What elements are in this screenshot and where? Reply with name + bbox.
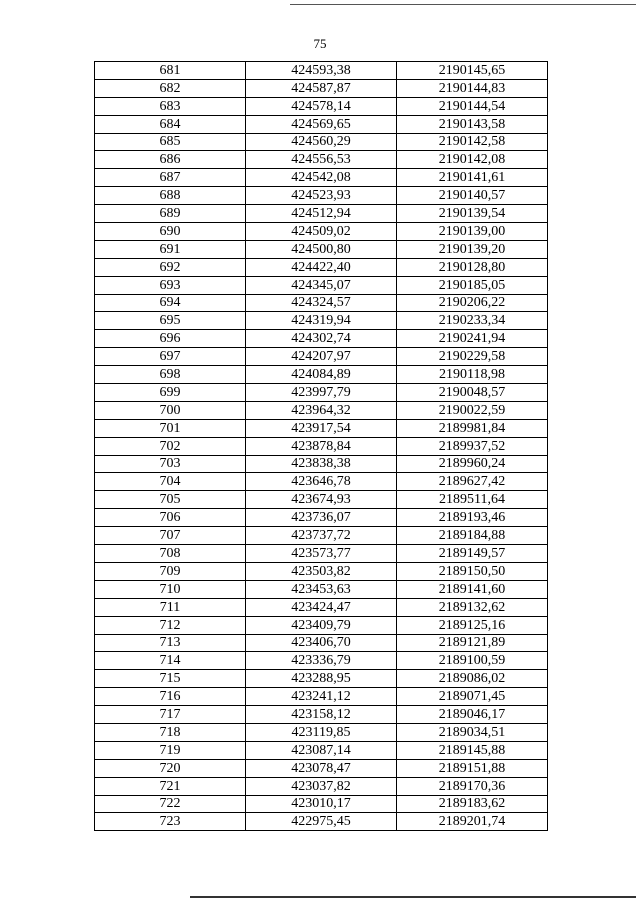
table-row [95, 384, 548, 402]
table-row [95, 759, 548, 777]
x-coordinate-cell: 423037,82 [246, 777, 397, 795]
coordinates-table [94, 61, 548, 831]
x-coordinate-cell: 423336,79 [246, 652, 397, 670]
table-row [95, 169, 548, 187]
x-coordinate-cell: 423736,07 [246, 509, 397, 527]
point-number-cell: 700 [95, 401, 246, 419]
y-coordinate-cell: 2189170,36 [397, 777, 548, 795]
point-number-cell: 684 [95, 115, 246, 133]
x-coordinate-cell: 424422,40 [246, 258, 397, 276]
point-number-cell: 717 [95, 706, 246, 724]
y-coordinate-cell: 2189183,62 [397, 795, 548, 813]
point-number-cell: 690 [95, 223, 246, 241]
point-number-cell: 683 [95, 97, 246, 115]
y-coordinate-cell: 2190142,58 [397, 133, 548, 151]
table-row [95, 348, 548, 366]
table-row [95, 777, 548, 795]
x-coordinate-cell: 423424,47 [246, 598, 397, 616]
table-row [95, 312, 548, 330]
y-coordinate-cell: 2190141,61 [397, 169, 548, 187]
table-row [95, 62, 548, 80]
y-coordinate-cell: 2189201,74 [397, 813, 548, 831]
y-coordinate-cell: 2189132,62 [397, 598, 548, 616]
y-coordinate-cell: 2189125,16 [397, 616, 548, 634]
y-coordinate-cell: 2189937,52 [397, 437, 548, 455]
y-coordinate-cell: 2190139,20 [397, 240, 548, 258]
table-row [95, 437, 548, 455]
x-coordinate-cell: 423078,47 [246, 759, 397, 777]
x-coordinate-cell: 424556,53 [246, 151, 397, 169]
point-number-cell: 719 [95, 741, 246, 759]
x-coordinate-cell: 423087,14 [246, 741, 397, 759]
x-coordinate-cell: 423010,17 [246, 795, 397, 813]
x-coordinate-cell: 423119,85 [246, 723, 397, 741]
table-row [95, 491, 548, 509]
point-number-cell: 708 [95, 545, 246, 563]
x-coordinate-cell: 424500,80 [246, 240, 397, 258]
scan-edge-line-top [290, 4, 636, 5]
point-number-cell: 709 [95, 562, 246, 580]
point-number-cell: 703 [95, 455, 246, 473]
page-number: 75 [313, 36, 327, 51]
point-number-cell: 704 [95, 473, 246, 491]
x-coordinate-cell: 423997,79 [246, 384, 397, 402]
table-row [95, 688, 548, 706]
table-row [95, 240, 548, 258]
y-coordinate-cell: 2190144,54 [397, 97, 548, 115]
point-number-cell: 691 [95, 240, 246, 258]
y-coordinate-cell: 2189100,59 [397, 652, 548, 670]
x-coordinate-cell: 423409,79 [246, 616, 397, 634]
y-coordinate-cell: 2190118,98 [397, 366, 548, 384]
x-coordinate-cell: 423878,84 [246, 437, 397, 455]
table-row [95, 509, 548, 527]
point-number-cell: 713 [95, 634, 246, 652]
table-row [95, 133, 548, 151]
x-coordinate-cell: 424578,14 [246, 97, 397, 115]
x-coordinate-cell: 423646,78 [246, 473, 397, 491]
table-row [95, 223, 548, 241]
table-row [95, 795, 548, 813]
y-coordinate-cell: 2190241,94 [397, 330, 548, 348]
x-coordinate-cell: 423964,32 [246, 401, 397, 419]
point-number-cell: 711 [95, 598, 246, 616]
x-coordinate-cell: 422975,45 [246, 813, 397, 831]
y-coordinate-cell: 2189086,02 [397, 670, 548, 688]
x-coordinate-cell: 423674,93 [246, 491, 397, 509]
table-row [95, 616, 548, 634]
y-coordinate-cell: 2189141,60 [397, 580, 548, 598]
x-coordinate-cell: 423453,63 [246, 580, 397, 598]
y-coordinate-cell: 2189511,64 [397, 491, 548, 509]
y-coordinate-cell: 2190185,05 [397, 276, 548, 294]
table-row [95, 562, 548, 580]
table-row [95, 580, 548, 598]
x-coordinate-cell: 423573,77 [246, 545, 397, 563]
y-coordinate-cell: 2189151,88 [397, 759, 548, 777]
y-coordinate-cell: 2190022,59 [397, 401, 548, 419]
table-row [95, 598, 548, 616]
point-number-cell: 710 [95, 580, 246, 598]
point-number-cell: 716 [95, 688, 246, 706]
y-coordinate-cell: 2189150,50 [397, 562, 548, 580]
point-number-cell: 698 [95, 366, 246, 384]
point-number-cell: 705 [95, 491, 246, 509]
y-coordinate-cell: 2189071,45 [397, 688, 548, 706]
y-coordinate-cell: 2190233,34 [397, 312, 548, 330]
x-coordinate-cell: 424593,38 [246, 62, 397, 80]
point-number-cell: 682 [95, 79, 246, 97]
point-number-cell: 714 [95, 652, 246, 670]
point-number-cell: 688 [95, 187, 246, 205]
table-row [95, 652, 548, 670]
x-coordinate-cell: 424345,07 [246, 276, 397, 294]
point-number-cell: 712 [95, 616, 246, 634]
point-number-cell: 685 [95, 133, 246, 151]
point-number-cell: 681 [95, 62, 246, 80]
point-number-cell: 693 [95, 276, 246, 294]
x-coordinate-cell: 423406,70 [246, 634, 397, 652]
x-coordinate-cell: 424587,87 [246, 79, 397, 97]
x-coordinate-cell: 423288,95 [246, 670, 397, 688]
x-coordinate-cell: 423838,38 [246, 455, 397, 473]
table-row [95, 151, 548, 169]
x-coordinate-cell: 424560,29 [246, 133, 397, 151]
point-number-cell: 697 [95, 348, 246, 366]
table-row [95, 258, 548, 276]
coordinates-table-body [95, 62, 548, 831]
y-coordinate-cell: 2190048,57 [397, 384, 548, 402]
point-number-cell: 722 [95, 795, 246, 813]
point-number-cell: 689 [95, 205, 246, 223]
scan-edge-line-bottom [190, 896, 636, 898]
point-number-cell: 695 [95, 312, 246, 330]
table-row [95, 706, 548, 724]
y-coordinate-cell: 2190144,83 [397, 79, 548, 97]
table-row [95, 545, 548, 563]
point-number-cell: 699 [95, 384, 246, 402]
x-coordinate-cell: 423737,72 [246, 527, 397, 545]
x-coordinate-cell: 424207,97 [246, 348, 397, 366]
y-coordinate-cell: 2190145,65 [397, 62, 548, 80]
table-row [95, 419, 548, 437]
point-number-cell: 686 [95, 151, 246, 169]
point-number-cell: 701 [95, 419, 246, 437]
point-number-cell: 706 [95, 509, 246, 527]
y-coordinate-cell: 2189184,88 [397, 527, 548, 545]
y-coordinate-cell: 2189034,51 [397, 723, 548, 741]
table-row [95, 670, 548, 688]
point-number-cell: 692 [95, 258, 246, 276]
point-number-cell: 702 [95, 437, 246, 455]
point-number-cell: 687 [95, 169, 246, 187]
y-coordinate-cell: 2190142,08 [397, 151, 548, 169]
y-coordinate-cell: 2189046,17 [397, 706, 548, 724]
table-row [95, 187, 548, 205]
table-row [95, 473, 548, 491]
y-coordinate-cell: 2190206,22 [397, 294, 548, 312]
table-row [95, 401, 548, 419]
table-row [95, 366, 548, 384]
point-number-cell: 694 [95, 294, 246, 312]
y-coordinate-cell: 2189149,57 [397, 545, 548, 563]
y-coordinate-cell: 2190139,00 [397, 223, 548, 241]
point-number-cell: 696 [95, 330, 246, 348]
x-coordinate-cell: 424084,89 [246, 366, 397, 384]
x-coordinate-cell: 424509,02 [246, 223, 397, 241]
y-coordinate-cell: 2190139,54 [397, 205, 548, 223]
table-row [95, 276, 548, 294]
table-row [95, 79, 548, 97]
table-row [95, 813, 548, 831]
x-coordinate-cell: 424569,65 [246, 115, 397, 133]
y-coordinate-cell: 2189960,24 [397, 455, 548, 473]
x-coordinate-cell: 423917,54 [246, 419, 397, 437]
point-number-cell: 721 [95, 777, 246, 795]
x-coordinate-cell: 423158,12 [246, 706, 397, 724]
y-coordinate-cell: 2189627,42 [397, 473, 548, 491]
y-coordinate-cell: 2189145,88 [397, 741, 548, 759]
point-number-cell: 715 [95, 670, 246, 688]
x-coordinate-cell: 423503,82 [246, 562, 397, 580]
table-row [95, 455, 548, 473]
y-coordinate-cell: 2189193,46 [397, 509, 548, 527]
y-coordinate-cell: 2190143,58 [397, 115, 548, 133]
x-coordinate-cell: 424302,74 [246, 330, 397, 348]
table-row [95, 634, 548, 652]
table-row [95, 97, 548, 115]
x-coordinate-cell: 424542,08 [246, 169, 397, 187]
x-coordinate-cell: 424324,57 [246, 294, 397, 312]
table-row [95, 723, 548, 741]
point-number-cell: 707 [95, 527, 246, 545]
y-coordinate-cell: 2189981,84 [397, 419, 548, 437]
y-coordinate-cell: 2190128,80 [397, 258, 548, 276]
table-row [95, 294, 548, 312]
table-row [95, 330, 548, 348]
x-coordinate-cell: 424512,94 [246, 205, 397, 223]
table-row [95, 527, 548, 545]
point-number-cell: 723 [95, 813, 246, 831]
x-coordinate-cell: 423241,12 [246, 688, 397, 706]
x-coordinate-cell: 424523,93 [246, 187, 397, 205]
x-coordinate-cell: 424319,94 [246, 312, 397, 330]
y-coordinate-cell: 2189121,89 [397, 634, 548, 652]
table-row [95, 741, 548, 759]
point-number-cell: 718 [95, 723, 246, 741]
y-coordinate-cell: 2190140,57 [397, 187, 548, 205]
y-coordinate-cell: 2190229,58 [397, 348, 548, 366]
table-row [95, 115, 548, 133]
table-row [95, 205, 548, 223]
point-number-cell: 720 [95, 759, 246, 777]
